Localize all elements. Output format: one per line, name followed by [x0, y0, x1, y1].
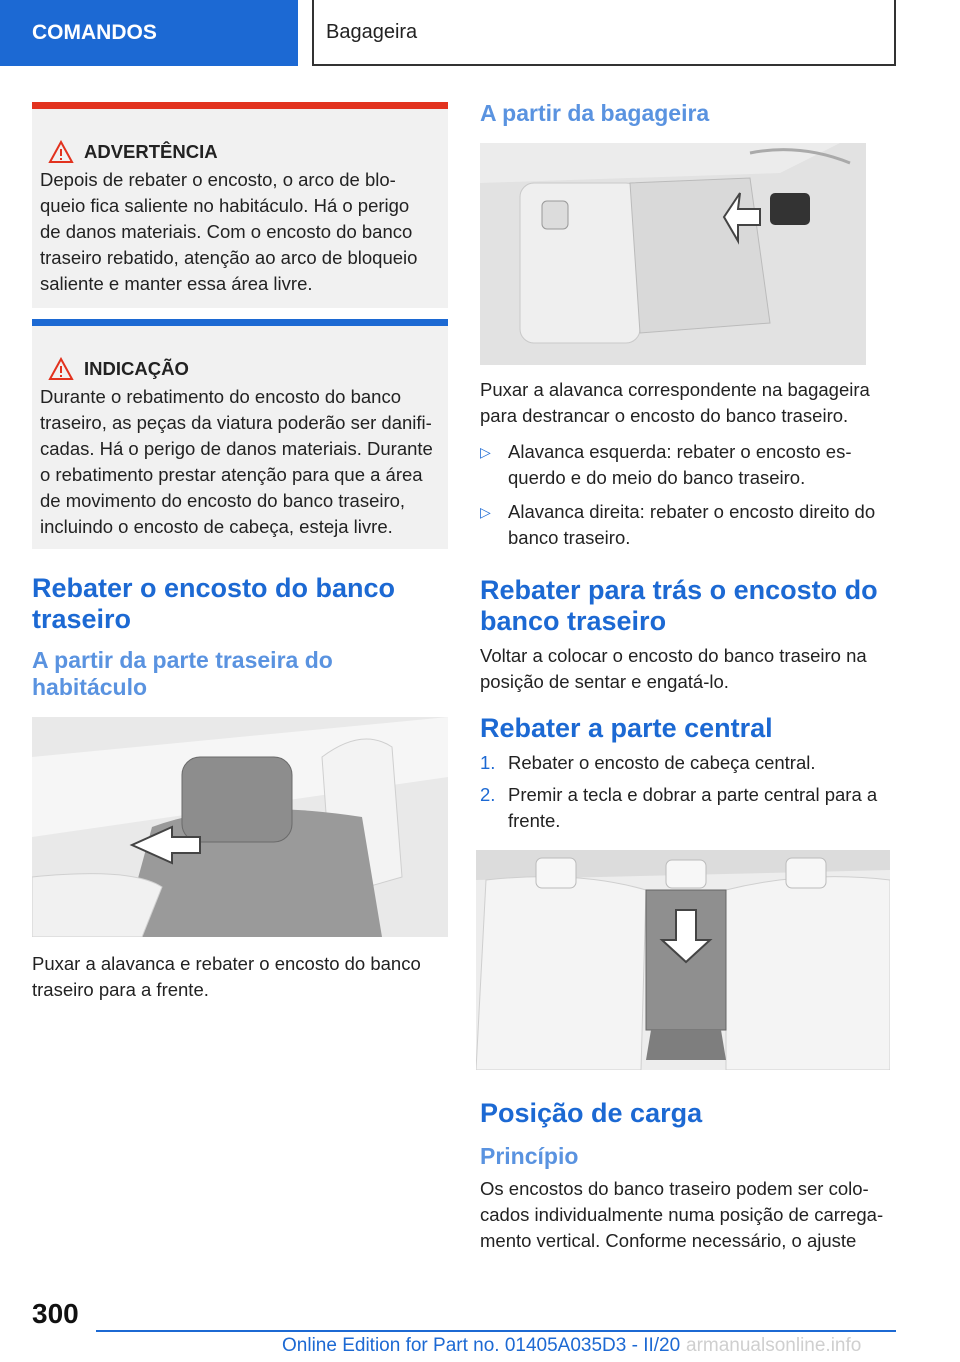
triangle-bullet-icon: ▷: [480, 444, 491, 460]
note-title: INDICAÇÃO: [48, 356, 440, 382]
center-steps: [480, 750, 896, 834]
fold-back-text: Voltar a colocar o encosto do banco traseiro na posição de sentar e engatá-lo.: [480, 645, 867, 692]
heading-fold-back: Rebater para trás o encosto do banco traseiro: [480, 575, 878, 636]
note-text: Durante o rebatimento do encosto do banco traseiro, as peças da viatura poderão ser danifi- cadas. Há o perigo de danos materiais. Durante o rebatimento prestar atenção para que a área de movimento do encosto do banco traseiro, incluindo o encosto de cabeça, esteja livre.: [40, 386, 433, 537]
seat-release-illustration: [32, 717, 448, 937]
rear-caption: Puxar a alavanca e rebater o encosto do banco traseiro para a frente.: [32, 953, 421, 1000]
heading-from-trunk: A partir da bagageira: [480, 100, 710, 126]
trunk-lever-illustration: [480, 143, 866, 365]
lever-list: [480, 439, 896, 551]
section-tab[interactable]: [0, 0, 298, 66]
step-item: 1. Rebater o encosto de cabeça central.: [480, 752, 816, 773]
triangle-bullet-icon: ▷: [480, 504, 491, 520]
heading-load-position: Posição de carga: [480, 1098, 703, 1128]
heading-from-rear-cabin: A partir da parte traseira do habitáculo: [32, 647, 333, 700]
warning-text: Depois de rebater o encosto, o arco de blo- queio fica saliente no habitáculo. Há o perigo de danos materiais. Com o encosto do banco traseiro rebatido, atenção ao arco de bloqueio saliente e manter essa área livre.: [40, 169, 418, 294]
page-number: 300: [32, 1298, 79, 1329]
chapter-header: [312, 0, 896, 66]
footer-divider: [96, 1330, 896, 1332]
watermark-text: armanualsonline.info: [686, 1335, 862, 1356]
note-callout: [32, 319, 448, 549]
rear-seat-illustration: [32, 717, 448, 937]
edition-text: Online Edition for Part no. 01405A035D3 - II/20: [282, 1335, 681, 1356]
center-section-illustration: [476, 850, 890, 1070]
warning-callout: [32, 102, 448, 308]
chapter-label: Bagageira: [326, 20, 418, 43]
heading-fold-backrest: Rebater o encosto do banco traseiro: [32, 573, 396, 634]
list-item: ▷ Alavanca esquerda: rebater o encosto es- querdo e do meio do banco traseiro.: [480, 441, 852, 488]
trunk-illustration: [480, 143, 866, 365]
step-item: 2. Premir a tecla e dobrar a parte central para a frente.: [480, 784, 878, 831]
heading-principle: Princípio: [480, 1143, 579, 1169]
principle-text: Os encostos do banco traseiro podem ser colo- cados individualmente numa posição de carrega- mento vertical. Conforme necessário, o ajuste: [480, 1178, 884, 1251]
right-column: [480, 100, 896, 1254]
warning-title: ADVERTÊNCIA: [48, 139, 440, 165]
trunk-text: Puxar a alavanca correspondente na bagageira para destrancar o encosto do banco traseiro.: [480, 379, 870, 426]
section-label: COMANDOS: [32, 21, 157, 44]
list-item: ▷ Alavanca direita: rebater o encosto direito do banco traseiro.: [480, 501, 876, 548]
left-column: [32, 102, 448, 1003]
caution-icon: [48, 357, 74, 381]
warning-icon: [48, 140, 74, 164]
center-fold-illustration: [476, 850, 890, 1070]
heading-center-section: Rebater a parte central: [480, 713, 773, 743]
